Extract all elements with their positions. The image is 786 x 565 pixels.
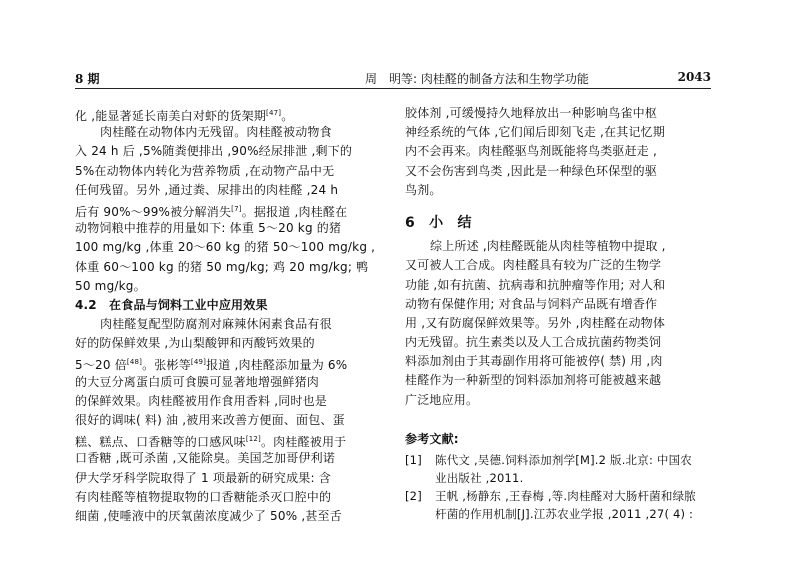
text-line: 好的防保鲜效果 ,为山梨酸钾和丙酸钙效果的 <box>75 336 315 351</box>
references-heading: 参考文献: <box>405 431 459 446</box>
page-number: 2043 <box>677 70 711 84</box>
reference-text: 陈代文 ,吴德.饲料添加剂学[M].2 版.北京: 中国农 业出版社 ,2011. <box>435 453 692 486</box>
text-line: 广泛地应用。 <box>405 392 479 407</box>
text-line: 神经系统的气体 ,它们闻后即刻飞走 ,在其记忆期 <box>405 125 666 140</box>
right-column <box>405 104 715 523</box>
text-line: 5%在动物体内转化为营养物质 ,在动物产品中无 <box>75 163 335 178</box>
running-header <box>75 68 711 89</box>
reference-list <box>405 451 715 523</box>
text-line: 胶体剂 ,可缓慢持久地释放出一种影响鸟雀中枢 <box>405 106 658 120</box>
text-line: 动物有保健作用; 对食品与饲料产品既有增香作 <box>405 296 658 311</box>
text-line: 100 mg/kg ,体重 20～60 kg 的猪 50～100 mg/kg , <box>75 240 376 255</box>
text-line: 肉桂醛在动物体内无残留。肉桂醛被动物食 <box>100 125 332 140</box>
text-line: 又可被人工合成。肉桂醛具有较为广泛的生物学 <box>405 258 662 273</box>
text-line: 动物饲粮中推荐的用量如下: 体重 5～20 kg 的猪 <box>75 221 342 236</box>
text-line: 细菌 ,使唾液中的厌氧菌浓度减少了 50% ,甚至舌 <box>75 508 342 523</box>
text-line: 有肉桂醛等植物提取物的口香糖能杀灭口腔中的 <box>75 489 332 504</box>
text-line: 鸟剂。 <box>405 182 442 197</box>
text-line: 的保鲜效果。肉桂醛被用作食用香料 ,同时也是 <box>75 393 328 408</box>
text-line: 内无残留。抗生素类以及人工合成抗菌药物类饲 <box>405 335 662 350</box>
article-title: 周 明等: 肉桂醛的制备方法和生物学功能 <box>365 72 589 86</box>
reference-item <box>405 487 715 523</box>
paragraph-summary <box>405 237 715 410</box>
text-line: 内不会再来。肉桂醛驱鸟剂既能将鸟类驱赶走 , <box>405 144 658 159</box>
reference-number: [1] <box>405 453 422 468</box>
text-line: 用 ,又有防腐保鲜效果等。另外 ,肉桂醛在动物体 <box>405 315 666 330</box>
text-line: 5～20 倍[48]。张彬等[49]报道 ,肉桂醛添加量为 6% <box>75 358 348 373</box>
text-line: 肉桂醛复配型防腐剂对麻辣休闲素食品有很 <box>100 317 332 332</box>
text-line: 桂醛作为一种新型的饲料添加剂将可能被越来越 <box>405 373 662 388</box>
text-line: 伊大学牙科学院取得了 1 项最新的研究成果: 含 <box>75 470 331 485</box>
reference-number: [2] <box>405 489 422 504</box>
text-line: 糕、糕点、口香糖等的口感风味[12]。肉桂醛被用于 <box>75 435 347 450</box>
text-line: 体重 60～100 kg 的猪 50 mg/kg; 鸡 20 mg/kg; 鸭 <box>75 259 369 274</box>
text-line: 50 mg/kg。 <box>75 278 146 293</box>
section-heading-summary: 6 小 结 <box>405 214 472 231</box>
paragraph-bird-repellent <box>405 104 715 200</box>
text-line: 口香糖 ,既可杀菌 ,又能除臭。美国芝加哥伊利诺 <box>75 451 336 466</box>
text-line: 又不会伤害到鸟类 ,因此是一种绿色环保型的驱 <box>405 163 658 178</box>
text-line: 化 ,能显著延长南美白对虾的货架期[47]。 <box>75 109 294 123</box>
issue-label: 8 期 <box>75 72 100 86</box>
reference-item <box>405 451 715 487</box>
text-line: 功能 ,如有抗菌、抗病毒和抗肿瘤等作用; 对人和 <box>405 277 666 292</box>
text-line: 任何残留。另外 ,通过粪、尿排出的肉桂醛 ,24 h <box>75 182 339 197</box>
subsection-heading: 4.2 在食品与饲料工业中应用效果 <box>75 297 268 312</box>
left-column <box>75 104 385 526</box>
text-line: 入 24 h 后 ,5%随粪便排出 ,90%经尿排泄 ,剩下的 <box>75 144 353 159</box>
text-line: 料添加剂由于其毒副作用将可能被停( 禁) 用 ,肉 <box>405 354 663 369</box>
text-line: 的大豆分离蛋白质可食膜可显著地增强鲜猪肉 <box>75 374 320 389</box>
text-line: 后有 90%～99%被分解消失[7]。据报道 ,肉桂醛在 <box>75 204 348 219</box>
text-line: 综上所述 ,肉桂醛既能从肉桂等植物中提取 , <box>430 239 666 254</box>
text-line: 很好的调味( 料) 油 ,被用来改善方便面、面包、蛋 <box>75 413 345 427</box>
reference-text: 王帆 ,杨静东 ,王春梅 ,等.肉桂醛对大肠杆菌和绿脓 杆菌的作用机制[J].江苏农业学报 ,2011 ,27( 4) : <box>435 489 696 522</box>
